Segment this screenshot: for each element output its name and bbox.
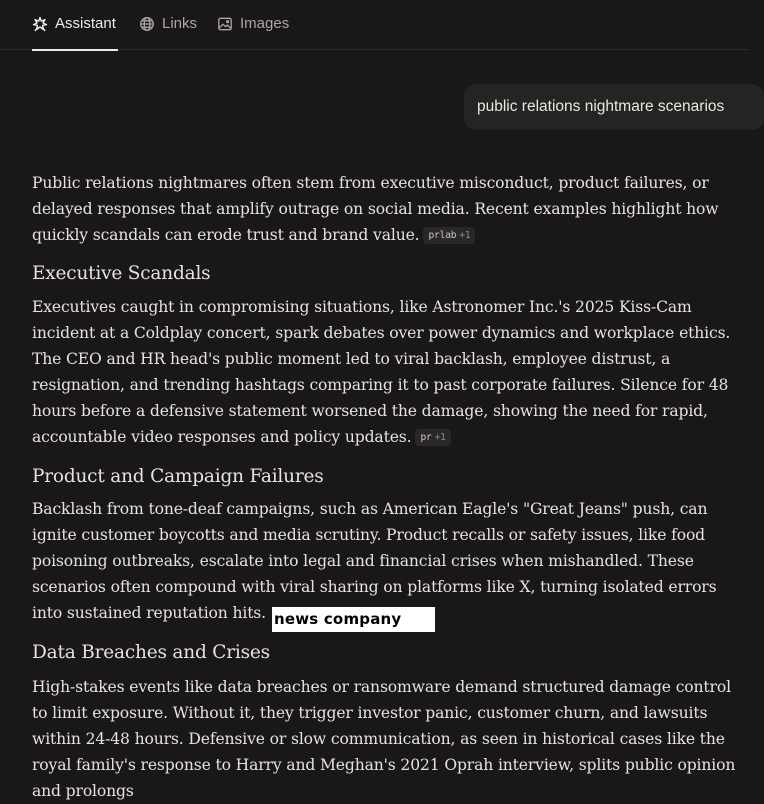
section-paragraph [32,496,749,632]
tab-links[interactable] [139,0,197,50]
tab-images-label: Images [240,15,290,32]
citation-chip[interactable] [415,429,450,446]
source-label: news company [272,607,435,632]
section-heading: Data Breaches and Crises [32,642,270,663]
tab-bar [0,0,749,50]
tab-links-label: Links [162,15,198,32]
section-text: Executives caught in compromising situations, like Astronomer Inc.'s 2025 Kiss-Cam incident at a Coldplay concert, spark debates over power dynamics and workplace ethics. The CEO and HR head's public moment led to viral backlash, employee distrust, a resignation, and trending hashtags comparing it to past corporate failures. Silence for 48 hours before a defensive statement worsened the damage, showing the need for rapid, accountable video responses and policy updates. [32,298,731,446]
image-icon [217,16,233,32]
citation-chip[interactable] [423,227,475,244]
section-paragraph [32,294,749,450]
citation-source: prlab [428,230,457,241]
citation-extra-count: +1 [434,432,446,443]
section-heading: Product and Campaign Failures [32,466,324,487]
section-paragraph: High-stakes events like data breaches or ransomware demand structured damage control to limit exposure. Without it, they trigger investor panic, customer churn, and lawsuits within 24-48 hours. Defensive or slow communication, as seen in historical cases like the royal family's response to Harry and Meghan's 2021 Oprah interview, splits public opinion and prolongs [32,678,736,800]
user-query-bubble: public relations nightmare scenarios [464,84,764,130]
tab-assistant-label: Assistant [55,15,116,32]
assistant-icon [32,16,48,32]
citation-source: pr [420,432,432,443]
citation-extra-count: +1 [459,230,471,241]
section-text: Backlash from tone-deaf campaigns, such as American Eagle's "Great Jeans" push, can ignite customer boycotts and media scrutiny. Product recalls or safety issues, like food poisoning outbreaks, escalate into legal and financial crises when mishandled. These scenarios often compound with viral sharing on platforms like X, turning isolated errors into sustained reputation hits. [32,500,717,622]
answer-intro-paragraph [32,170,749,248]
section-heading: Executive Scandals [32,263,211,284]
answer-intro-text: Public relations nightmares often stem from executive misconduct, product failures, or delayed responses that amplify outrage on social media. Recent examples highlight how quickly scandals can erode trust and brand value. [32,174,719,244]
tab-assistant[interactable] [32,0,118,50]
tab-images[interactable] [217,0,289,50]
globe-icon [139,16,155,32]
